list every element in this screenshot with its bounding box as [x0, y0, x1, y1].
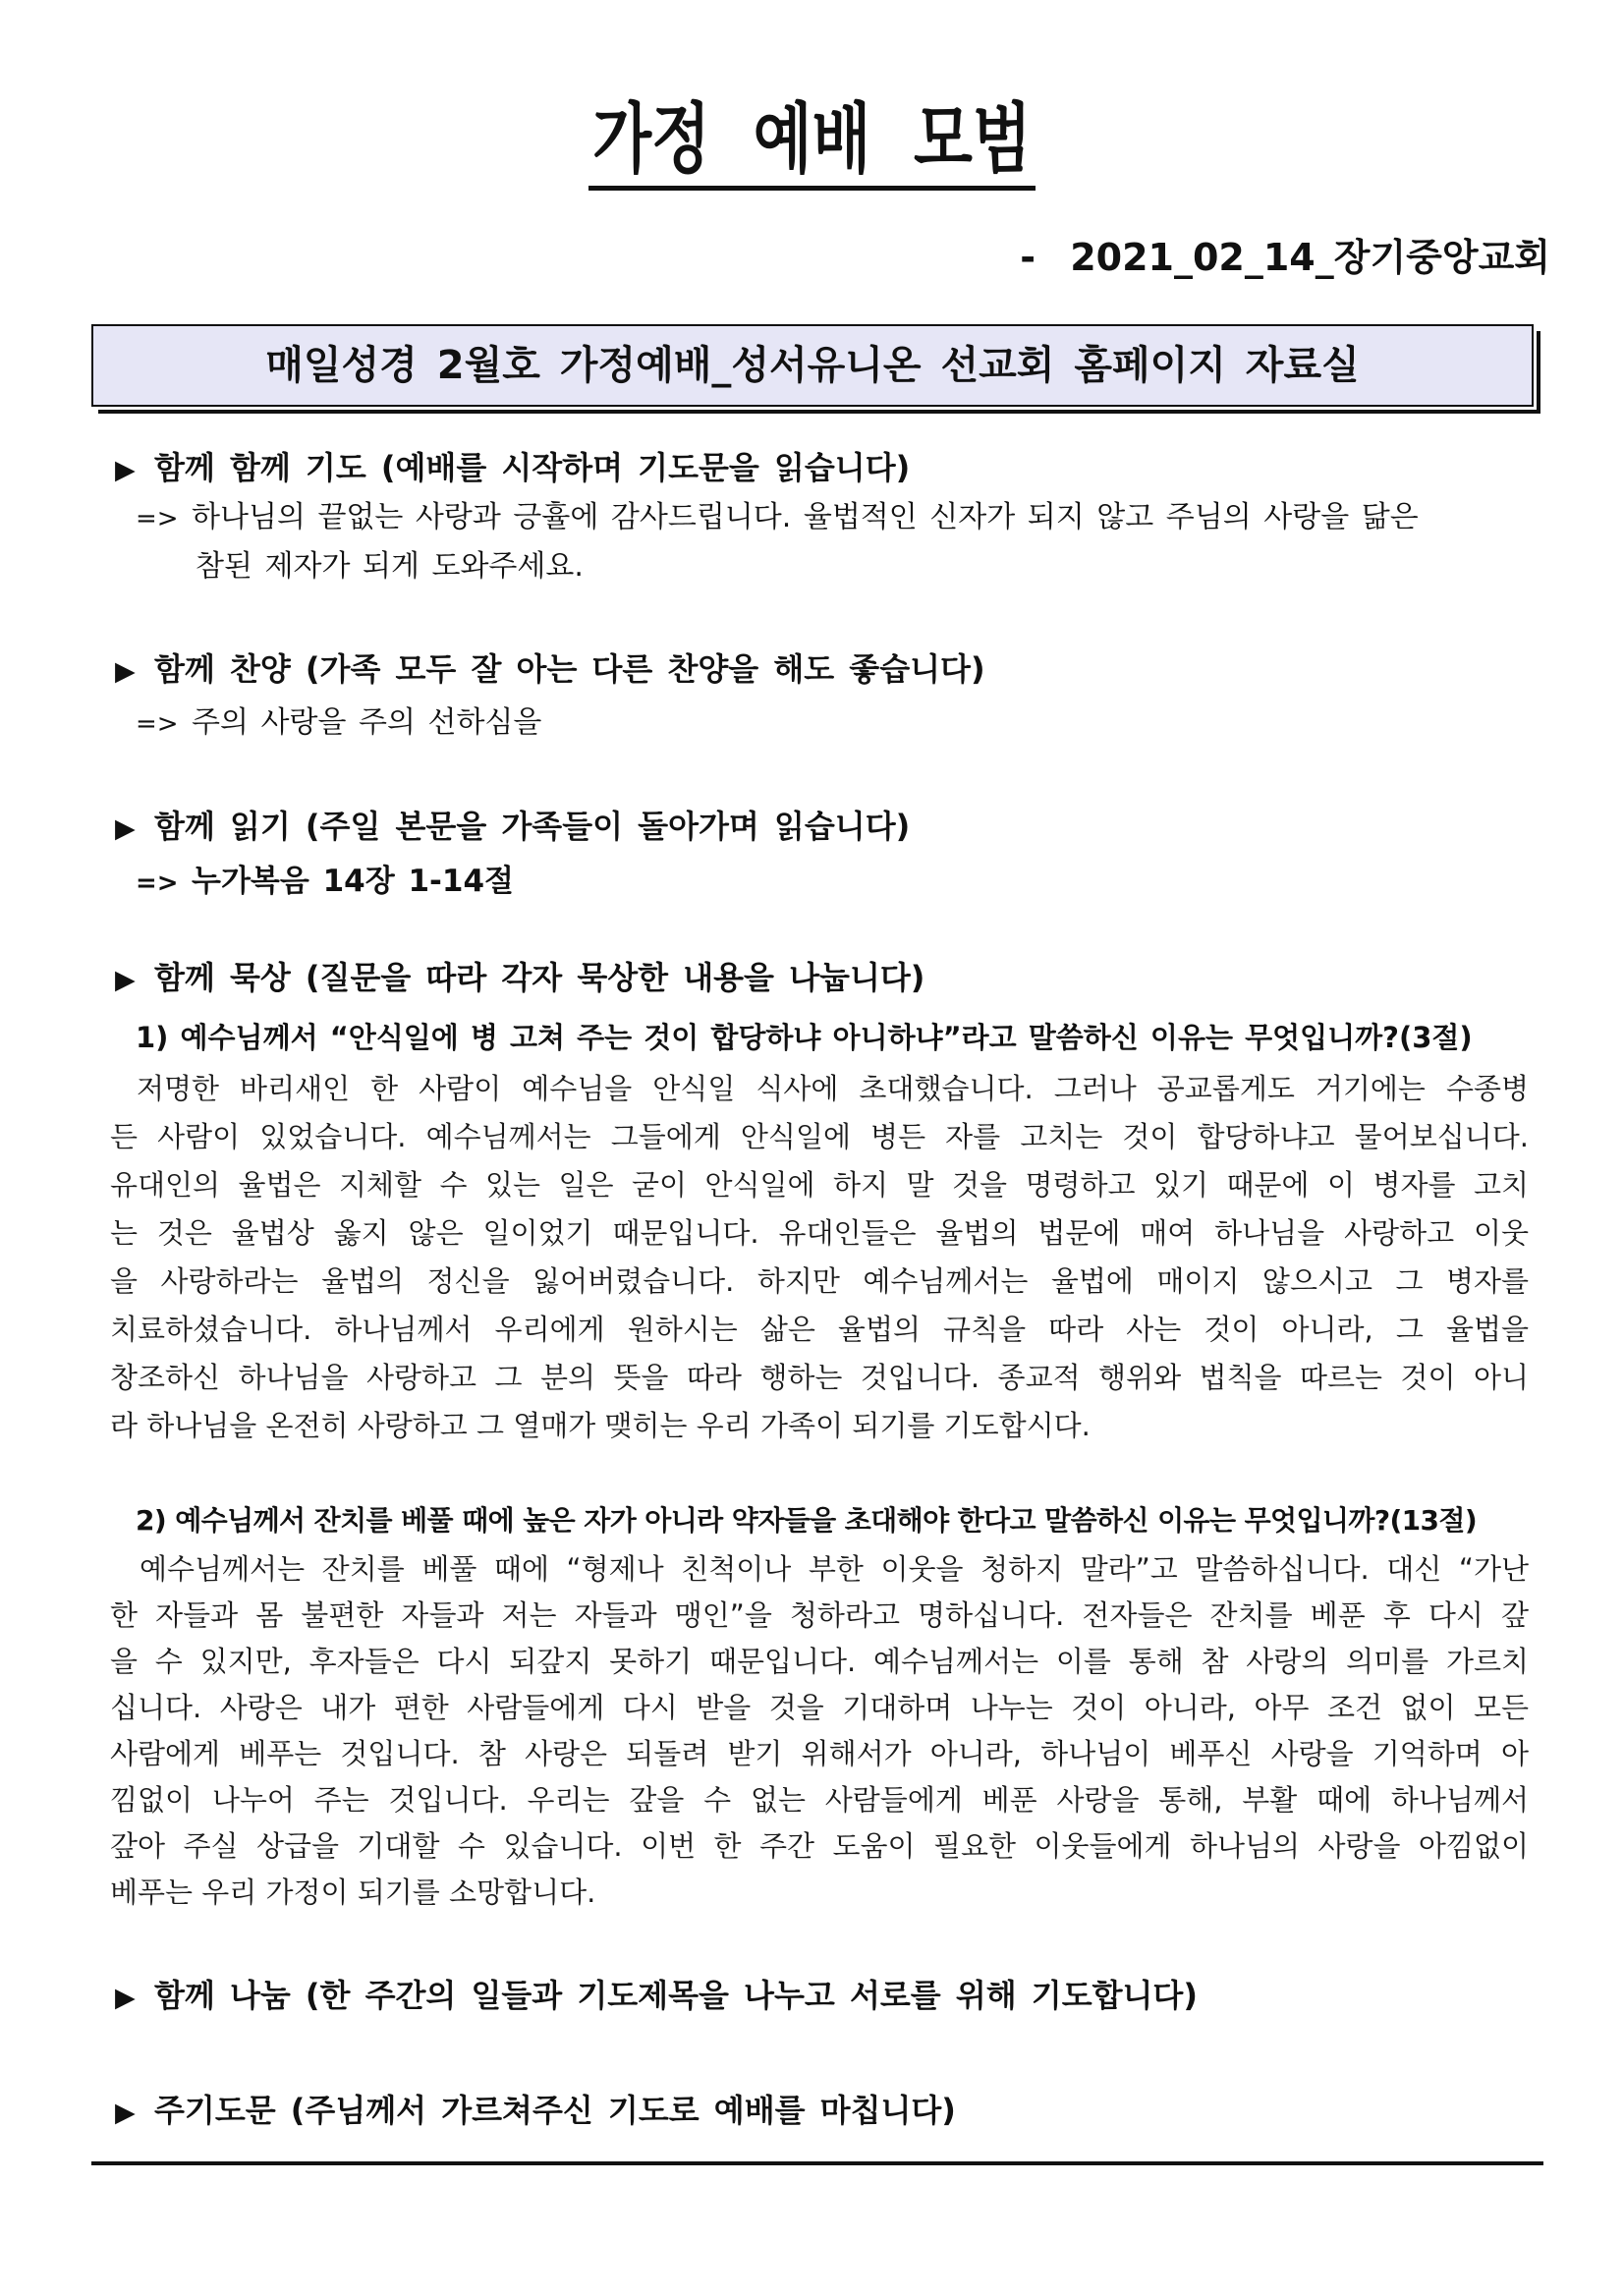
- meditation-question-2: 2) 예수님께서 잔치를 베풀 때에 높은 자가 아니라 약자들을 초대해야 한다고 말씀하신 이유는 무엇입니까?(13절): [136, 1504, 1478, 1537]
- triangle-bullet-icon: ▶: [115, 813, 136, 844]
- answer-line: 라 하나님을 온전히 사랑하고 그 열매가 맺히는 우리 가족이 되기를 기도합시다.: [110, 1409, 1091, 1442]
- meditation-question-1: 1) 예수님께서 “안식일에 병 고쳐 주는 것이 합당하냐 아니하냐”라고 말씀하신 이유는 무엇입니까?(3절): [136, 1021, 1473, 1054]
- praise-song-line: [136, 699, 541, 749]
- praise-song-title: 주의 사랑을 주의 선하심을: [192, 705, 542, 740]
- section-heading-reading: [115, 802, 910, 854]
- section-heading-sharing: [115, 1971, 1198, 2023]
- answer-line: 을 사랑하라는 율법의 정신을 잃어버렸습니다. 하지만 예수님께서는 율법에 매이지 않으시고 그 병자를: [110, 1264, 1529, 1298]
- answer-line: 을 수 있지만, 후자들은 다시 되갚지 못하기 때문입니다. 예수님께서는 이를 통해 참 사랑의 의미를 가르치: [110, 1645, 1529, 1678]
- section-heading-prayer: [115, 443, 910, 495]
- section-heading-meditation: [115, 953, 924, 1005]
- answer-line: 는 것은 율법상 옳지 않은 일이었기 때문입니다. 유대인들은 율법의 법문에 매여 하나님을 사랑하고 이웃: [110, 1216, 1529, 1250]
- answer-line: 창조하신 하나님을 사랑하고 그 분의 뜻을 따라 행하는 것입니다. 종교적 행위와 법칙을 따르는 것이 아니: [110, 1361, 1529, 1394]
- source-banner: [91, 324, 1534, 407]
- answer-line: 유대인의 율법은 지체할 수 있는 일은 굳이 안식일에 하지 말 것을 명령하고 있기 때문에 이 병자를 고치: [110, 1168, 1529, 1202]
- page-title: 가정 예배 모범: [588, 95, 1036, 192]
- triangle-bullet-icon: ▶: [115, 455, 136, 485]
- answer-line: 갚아 주실 상급을 기대할 수 있습니다. 이번 한 주간 도움이 필요한 이웃들에게 하나님의 사랑을 아낌없이: [110, 1829, 1529, 1863]
- bottom-rule: [91, 2161, 1543, 2165]
- answer-line: 사람에게 베푸는 것입니다. 참 사랑은 되돌려 받기 위해서가 아니라, 하나님이 베푸신 사랑을 기억하며 아: [110, 1737, 1529, 1770]
- triangle-bullet-icon: ▶: [115, 2098, 136, 2128]
- meditation-answer-1: [110, 1065, 1529, 1450]
- title-container: [0, 93, 1624, 191]
- answer-line: 십니다. 사랑은 내가 편한 사람들에게 다시 받을 것을 기대하며 나누는 것이 아니라, 아무 조건 없이 모든: [110, 1691, 1529, 1724]
- answer-line: 예수님께서는 잔치를 베풀 때에 “형제나 친척이나 부한 이웃을 청하지 말라”고 말씀하십니다. 대신 “가난: [140, 1552, 1529, 1586]
- section-heading-text: 주기도문 (주님께서 가르쳐주신 기도로 예배를 마칩니다): [154, 2092, 956, 2129]
- section-heading-text: 함께 읽기 (주일 본문을 가족들이 돌아가며 읽습니다): [154, 808, 911, 845]
- prayer-text: 하나님의 끝없는 사랑과 긍휼에 감사드립니다. 율법적인 신자가 되지 않고 주님의 사랑을 닮은: [192, 500, 1419, 534]
- triangle-bullet-icon: ▶: [115, 1983, 136, 2013]
- answer-line: 저명한 바리새인 한 사람이 예수님을 안식일 식사에 초대했습니다. 그러나 공교롭게도 거기에는 수종병: [137, 1072, 1529, 1105]
- arrow-marker: =>: [136, 709, 179, 739]
- answer-line: 한 자들과 몸 불편한 자들과 저는 자들과 맹인”을 청하라고 명하십니다. 전자들은 잔치를 베푼 후 다시 갚: [110, 1598, 1529, 1632]
- section-heading-text: 함께 찬양 (가족 모두 잘 아는 다른 찬양을 해도 좋습니다): [154, 650, 985, 688]
- prayer-line-1: [136, 493, 1521, 543]
- date-church-line: - 2021_02_14_장기중앙교회: [1020, 236, 1550, 279]
- answer-line: 든 사람이 있었습니다. 예수님께서는 그들에게 안식일에 병든 자를 고치는 것이 합당하냐고 물어보십니다.: [110, 1120, 1529, 1153]
- scripture-reference-line: [136, 857, 514, 908]
- section-heading-lords-prayer: [115, 2086, 956, 2138]
- section-heading-text: 함께 묵상 (질문을 따라 각자 묵상한 내용을 나눕니다): [154, 959, 925, 996]
- answer-line: 베푸는 우리 가정이 되기를 소망합니다.: [110, 1876, 596, 1909]
- section-heading-text: 함께 함께 기도 (예배를 시작하며 기도문을 읽습니다): [154, 449, 911, 486]
- section-heading-praise: [115, 644, 985, 697]
- source-banner-text: 매일성경 2월호 가정예배_성서유니온 선교회 홈페이지 자료실: [265, 343, 1360, 388]
- section-heading-text: 함께 나눔 (한 주간의 일들과 기도제목을 나누고 서로를 위해 기도합니다): [154, 1977, 1198, 2014]
- triangle-bullet-icon: ▶: [115, 656, 136, 687]
- answer-line: 치료하셨습니다. 하나님께서 우리에게 원하시는 삶은 율법의 규칙을 따라 사는 것이 아니라, 그 율법을: [110, 1313, 1529, 1346]
- meditation-answer-2: [110, 1546, 1529, 1916]
- arrow-marker: =>: [136, 504, 179, 533]
- triangle-bullet-icon: ▶: [115, 965, 136, 995]
- scripture-reference: 누가복음 14장 1-14절: [192, 864, 514, 899]
- answer-line: 낌없이 나누어 주는 것입니다. 우리는 갚을 수 없는 사람들에게 베푼 사랑을 통해, 부활 때에 하나님께서: [110, 1783, 1529, 1817]
- arrow-marker: =>: [136, 868, 179, 898]
- prayer-line-2: 참된 제자가 되게 도와주세요.: [196, 549, 584, 584]
